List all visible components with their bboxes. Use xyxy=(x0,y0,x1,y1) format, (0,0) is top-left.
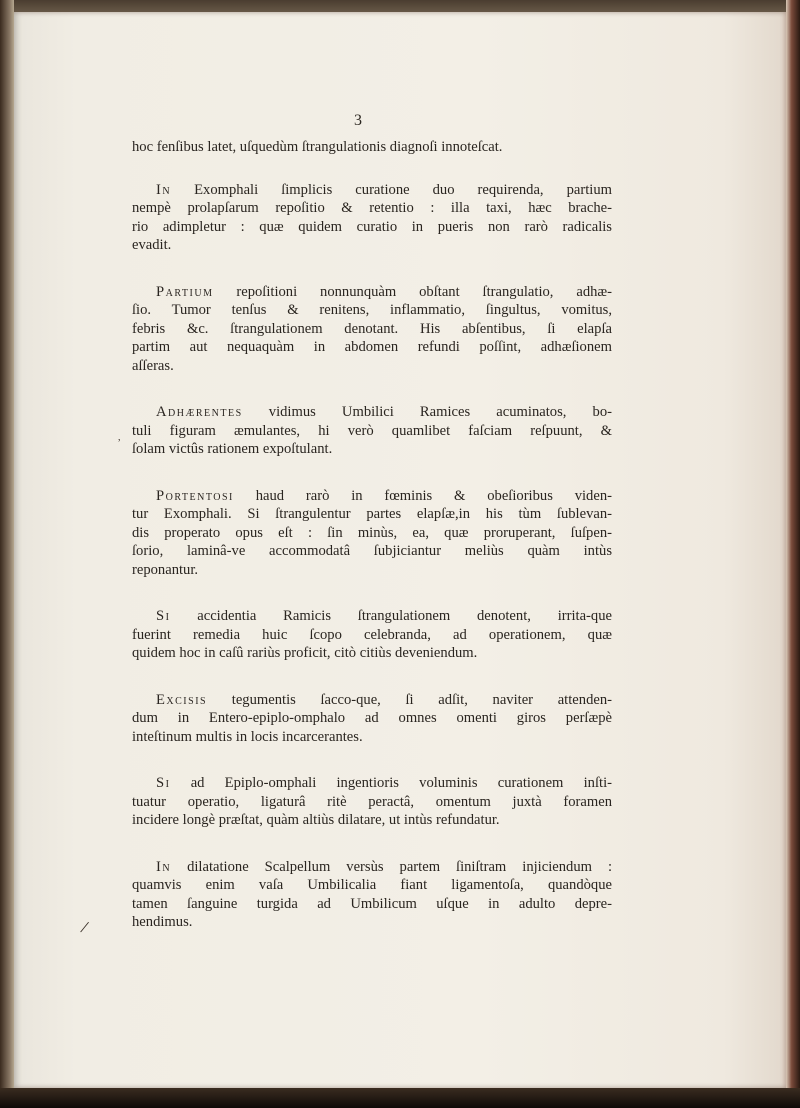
paragraph xyxy=(132,774,612,830)
paragraph xyxy=(132,138,612,157)
text-line-body: haud rarò in fœminis & obeſioribus viden- xyxy=(255,487,612,504)
paragraph-lead-word: In xyxy=(156,858,172,875)
text-line: reponantur. xyxy=(132,561,199,578)
text-line-body: repoſitioni nonnunquàm obſtant ſtrangulatio, adhæ- xyxy=(236,283,612,300)
text-line: febris &c. ſtrangulationem denotant. His abſentibus, ſi elapſa xyxy=(132,320,612,337)
text-line: fuerint remedia huic ſcopo celebranda, ad operationem, quæ xyxy=(132,626,612,643)
paragraph xyxy=(132,858,612,932)
text-line xyxy=(132,607,612,626)
text-line-body: tegumentis ſacco-que, ſi adſit, naviter attenden- xyxy=(231,691,612,708)
text-line-body: Exomphali ſimplicis curatione duo requirenda, partium xyxy=(194,181,612,198)
paragraph xyxy=(132,487,612,580)
text-line xyxy=(132,487,612,506)
text-line: dis properato opus eſt : ſin minùs, ea, quæ proruperant, ſuſpen- xyxy=(132,524,612,541)
ink-speck: / xyxy=(78,916,91,938)
text-line: incidere longè præſtat, quàm altiùs dilatare, ut intùs refundatur. xyxy=(132,812,500,828)
text-line xyxy=(132,858,612,877)
text-line-body: ad Epiplo-omphali ingentioris voluminis curationem inſti- xyxy=(190,775,612,791)
paragraph xyxy=(132,403,612,459)
text-line: evadit. xyxy=(132,237,172,253)
text-line: hoc fenſibus latet, uſquedùm ſtrangulationis diagnoſi innoteſcat. xyxy=(132,139,503,155)
paragraph-lead-word: In xyxy=(156,181,172,198)
text-line: ſolam victûs rationem expoſtulant. xyxy=(132,441,333,457)
book-bottom-edge xyxy=(0,1088,800,1108)
paragraph xyxy=(132,283,612,376)
text-line: aſſeras. xyxy=(132,357,174,374)
text-line: tamen ſanguine turgida ad Umbilicum uſque in adulto depre- xyxy=(132,895,612,912)
text-line xyxy=(132,181,612,200)
text-line: ſorio, laminâ-ve accommodatâ ſubjiciantur meliùs quàm intùs xyxy=(132,543,612,559)
text-line-body: accidentia Ramicis ſtrangulationem denotent, irrita-que xyxy=(197,608,612,624)
text-line: partim aut nequaquàm in abdomen refundi poſſint, adhæſionem xyxy=(132,339,612,355)
text-line xyxy=(132,774,612,793)
paragraph-lead-word: Si xyxy=(156,608,171,624)
text-line: tuli figuram æmulantes, hi verò quamlibet faſciam reſpuunt, & xyxy=(132,422,612,439)
text-line: rio adimpletur : quæ quidem curatio in pueris non rarò radicalis xyxy=(132,218,612,235)
text-line xyxy=(132,283,612,302)
text-line: tur Exomphali. Si ſtrangulentur partes elapſæ,in his tùm ſublevan- xyxy=(132,506,612,522)
paragraph-lead-word: Portentosi xyxy=(156,487,234,504)
ink-speck: , xyxy=(118,432,121,443)
paper-page xyxy=(14,12,786,1088)
body-text xyxy=(132,138,612,932)
text-line-body: dilatatione Scalpellum versùs partem ſiniſtram injiciendum : xyxy=(187,858,612,875)
book-binding-edge xyxy=(0,0,14,1108)
text-line xyxy=(132,403,612,422)
text-line: tuatur operatio, ligaturâ ritè peractâ, omentum juxtà foramen xyxy=(132,793,612,810)
paragraph xyxy=(132,607,612,663)
text-line: hendimus. xyxy=(132,914,193,930)
text-line: quamvis enim vaſa Umbilicalia fiant ligamentoſa, quandòque xyxy=(132,877,612,893)
text-line: inteſtinum multis in locis incarcerantes. xyxy=(132,728,363,745)
text-line xyxy=(132,691,612,710)
text-line: nempè prolapſarum repoſitio & retentio : illa taxi, hæc brache- xyxy=(132,200,612,216)
book-page-edges xyxy=(786,0,800,1108)
paragraph-lead-word: Adhærentes xyxy=(156,404,243,420)
paragraph-lead-word: Partium xyxy=(156,283,214,300)
text-line-body: vidimus Umbilici Ramices acuminatos, bo- xyxy=(268,404,612,420)
paragraph-lead-word: Excisis xyxy=(156,691,208,708)
text-line: ſio. Tumor tenſus & renitens, inflammatio, ſingultus, vomitus, xyxy=(132,302,612,318)
text-line: dum in Entero-epiplo-omphalo ad omnes omenti giros perſæpè xyxy=(132,710,612,726)
text-line: quidem hoc in caſû rariùs proficit, citò citiùs deveniendum. xyxy=(132,645,478,661)
page-number: 3 xyxy=(354,112,362,129)
paragraph-lead-word: Si xyxy=(156,775,171,791)
paragraph xyxy=(132,181,612,255)
paragraph xyxy=(132,691,612,747)
